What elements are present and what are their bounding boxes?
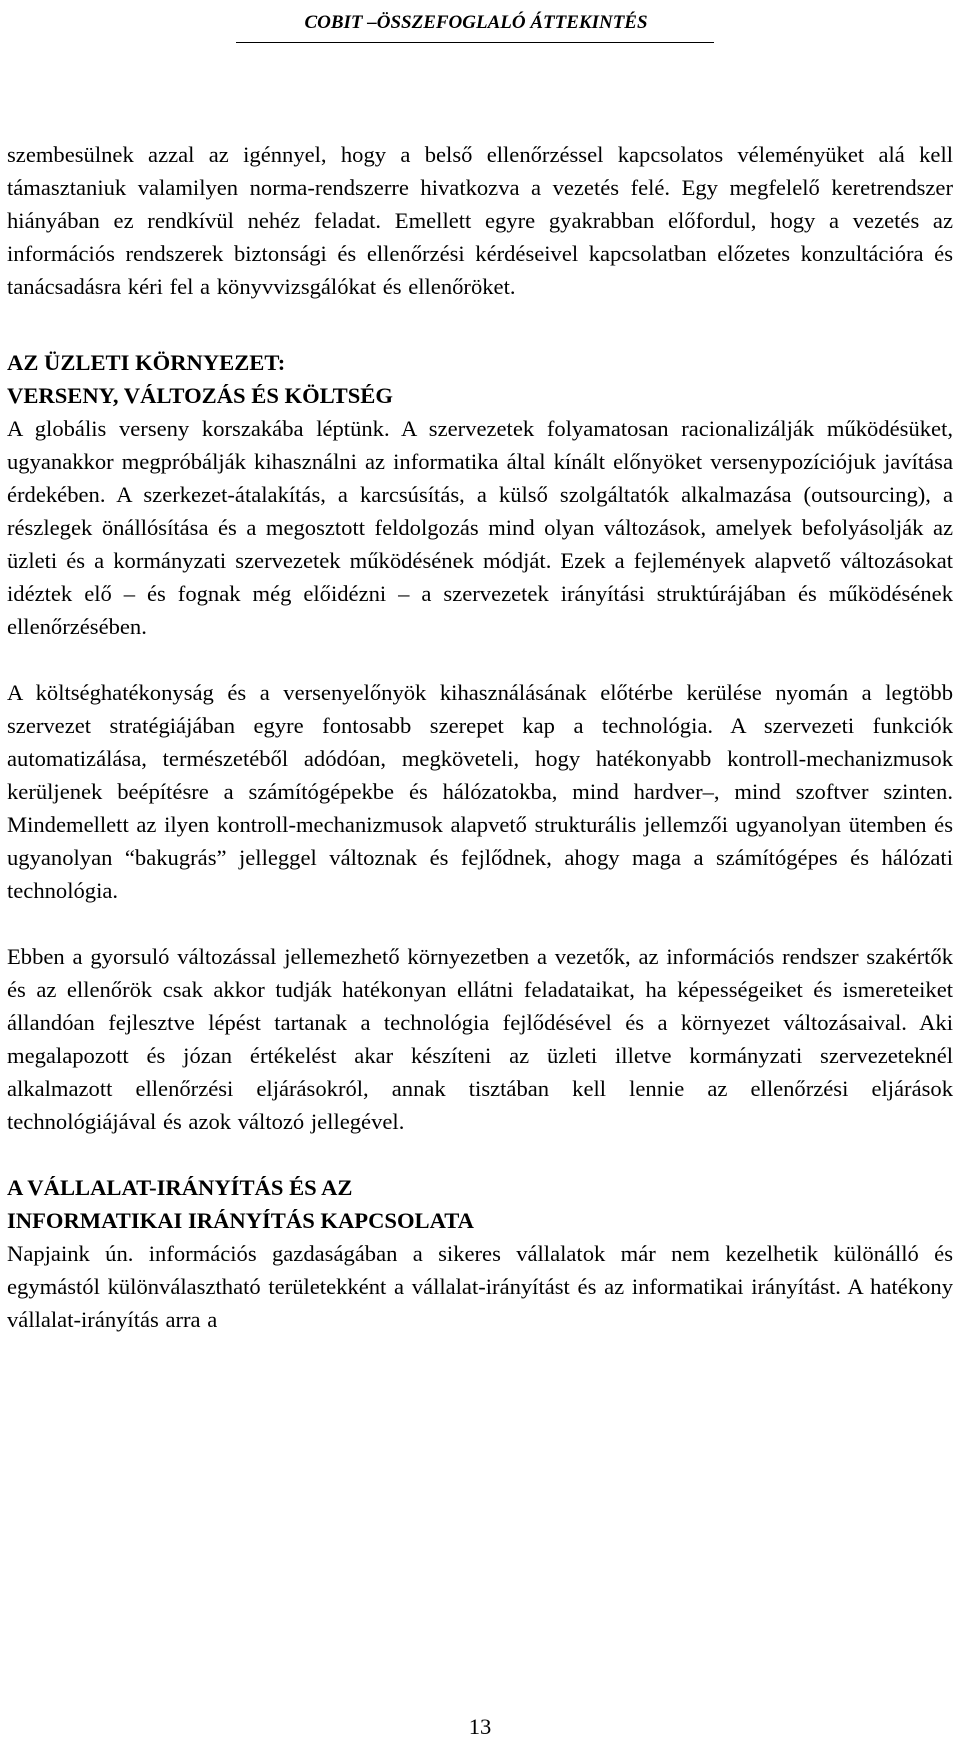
heading-line: AZ ÜZLETI KÖRNYEZET: — [7, 350, 286, 375]
spacer — [7, 643, 953, 676]
paragraph-opening: szembesülnek azzal az igénnyel, hogy a belső ellenőrzéssel kapcsolatos véleményüket alá kell támasztaniuk valamilyen norma-rendszerre hivatkozva a vezetés felé. Egy megfelelő keretrendszer hiányában ez rendkívül nehéz feladat. Emellett egyre gyakrabban előfordul, hogy a vezetés az információs rendszerek biztonsági és ellenőrzési kérdéseivel kapcsolatban előzetes konzultációra és tanácsadásra kéri fel a könyvvizsgálókat és ellenőröket. — [7, 142, 953, 299]
heading-line: VERSENY, VÁLTOZÁS ÉS KÖLTSÉG — [7, 383, 393, 408]
heading-line: INFORMATIKAI IRÁNYÍTÁS KAPCSOLATA — [7, 1208, 474, 1233]
spacer — [7, 303, 953, 346]
section-heading-business-environment — [7, 346, 953, 412]
spacer — [7, 1138, 953, 1171]
heading-line: A VÁLLALAT-IRÁNYÍTÁS ÉS AZ — [7, 1175, 353, 1200]
paragraph-accelerating-change: Ebben a gyorsuló változással jellemezhető környezetben a vezetők, az információs rendszer szakértők és az ellenőrök csak akkor tudják hatékonyan ellátni feladataikat, ha képességeiket és ismereteiket állandóan fejlesztve lépést tartanak a technológia fejlődésével és a környezet változásaival. Aki megalapozott és józan értékelést akar készíteni az üzleti illetve kormányzati szervezeteknél alkalmazott ellenőrzési eljárásokról, annak tisztában kell lennie az ellenőrzési eljárások technológiájával és azok változó jellegével. — [7, 944, 953, 1134]
paragraph-cost-effectiveness: A költséghatékonyság és a versenyelőnyök kihasználásának előtérbe kerülése nyomán a legtöbb szervezet stratégiájában egyre fontosabb szerepet kap a technológia. A szervezeti funkciók automatizálása, természetéből adódóan, megköveteli, hogy hatékonyabb kontroll-mechanizmusok kerüljenek beépítésre a számítógépekbe és hálózatokba, mind hardver–, mind szoftver szinten. Mindemellett az ilyen kontroll-mechanizmusok alapvető strukturális jellemzői ugyanolyan ütemben és ugyanolyan “bakugrás” jelleggel változnak és fejlődnek, ahogy maga a számítógépes és hálózati technológia. — [7, 680, 953, 903]
running-header: COBIT –ÖSSZEFOGLALÓ ÁTTEKINTÉS — [304, 12, 648, 33]
page-body — [7, 138, 953, 1336]
page-number: 13 — [468, 1714, 492, 1739]
section-heading-corporate-governance — [7, 1171, 953, 1237]
spacer — [7, 907, 953, 940]
paragraph-information-economy: Napjaink ún. információs gazdaságában a sikeres vállalatok már nem kezelhetik különálló és egymástól különválasztható területekként a vállalat-irányítást és az informatikai irányítást. A hatékony vállalat-irányítás arra a — [7, 1241, 953, 1332]
header-rule — [236, 42, 714, 43]
paragraph-global-competition: A globális verseny korszakába léptünk. A szervezetek folyamatosan racionalizálják működésüket, ugyanakkor megpróbálják kihasználni az informatika által kínált előnyöket versenypozíciójuk javítása érdekében. A szerkezet-átalakítás, a karcsúsítás, a külső szolgáltatók alkalmazása (outsourcing), a részlegek önállósítása és a megosztott feldolgozás mind olyan változások, amelyek befolyásolják az üzleti és a kormányzati szervezetek működésének módját. Ezek a fejlemények alapvető változásokat idéztek elő – és fognak még előidézni – a szervezetek irányítási struktúrájában és működésének ellenőrzésében. — [7, 416, 953, 639]
